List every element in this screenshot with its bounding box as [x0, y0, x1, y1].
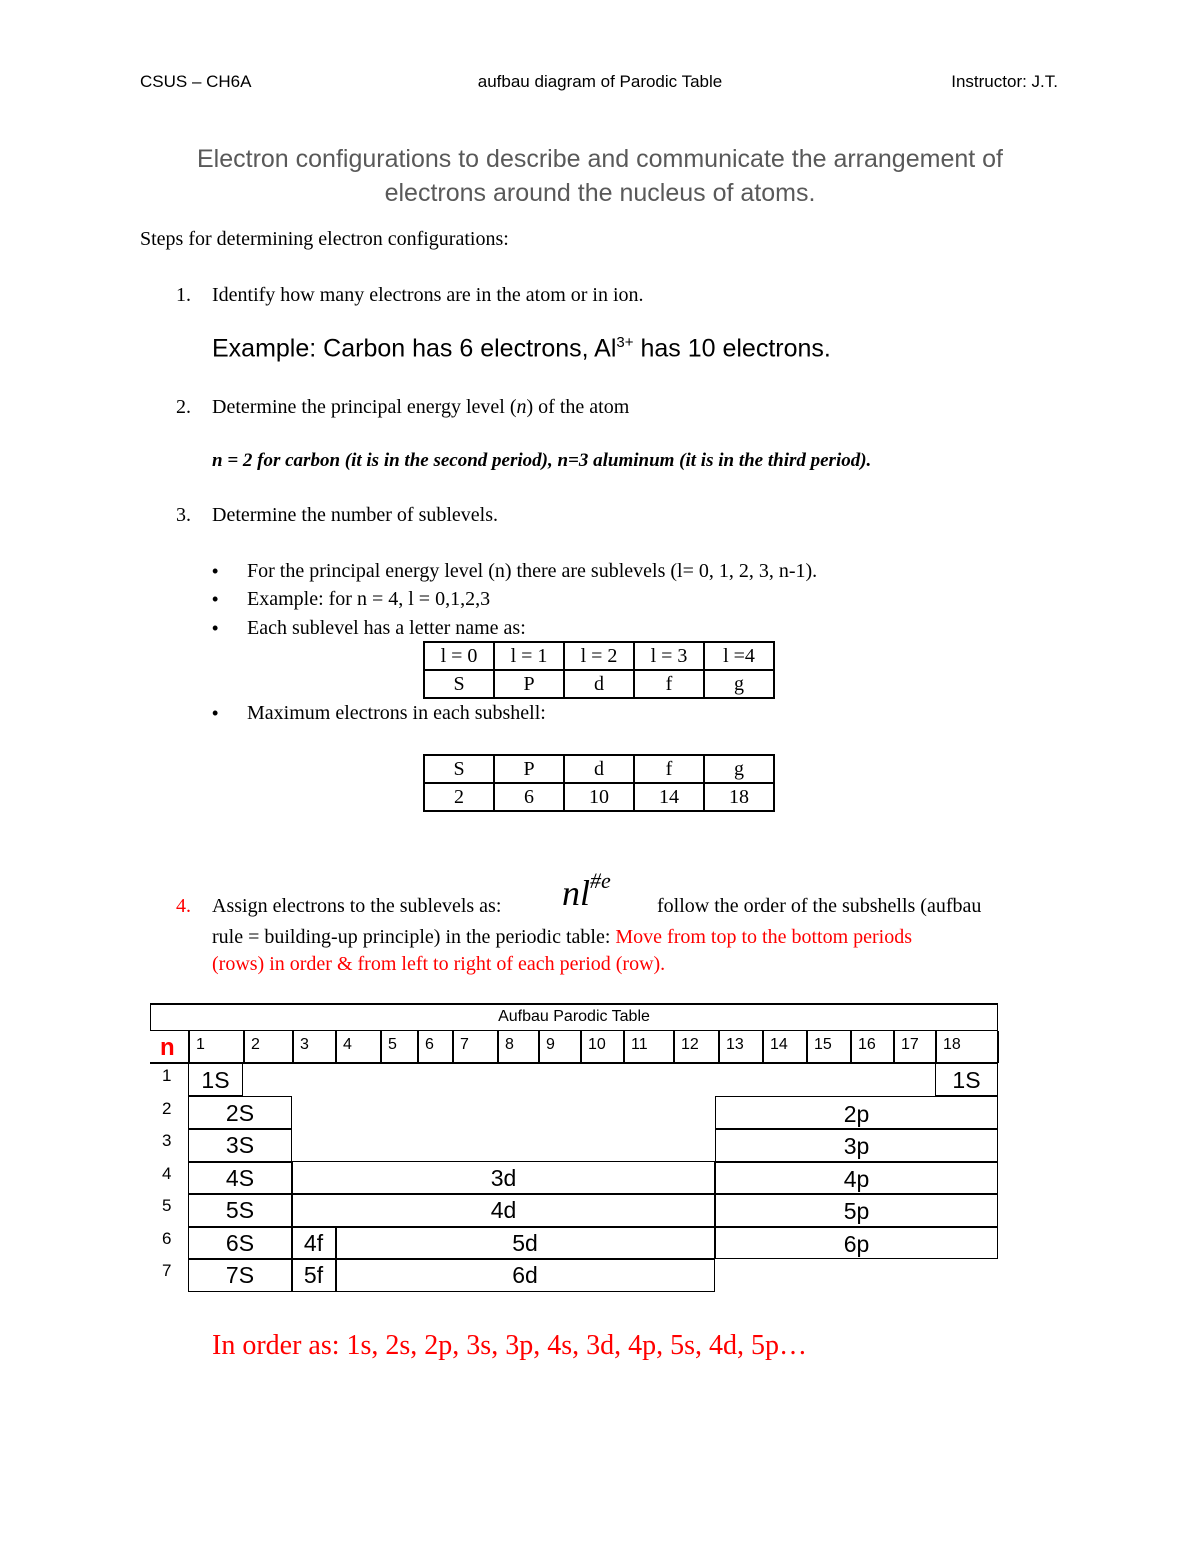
bullet-icon: • [212, 618, 219, 638]
title-line-1: Electron configurations to describe and communicate the arrangement of [196, 145, 1003, 173]
group-header-5: 5 [388, 1036, 397, 1053]
group-header-2: 2 [251, 1036, 260, 1053]
group-separator [997, 1031, 999, 1063]
table-cell: 10 [564, 783, 634, 811]
group-separator [718, 1031, 720, 1063]
group-header-10: 10 [588, 1036, 606, 1053]
page-title [100, 142, 1100, 210]
table-cell: 6 [494, 783, 564, 811]
group-separator [623, 1031, 625, 1063]
d-block-5-label: 5d [512, 1230, 538, 1256]
group-separator [893, 1031, 895, 1063]
table-row [424, 642, 774, 670]
group-header-17: 17 [901, 1036, 919, 1053]
example-text-a: Example: Carbon has 6 electrons, Al [212, 334, 617, 363]
table-cell: l = 3 [634, 642, 704, 670]
steps-heading: Steps for determining electron configurations: [140, 228, 509, 250]
header-title: aufbau diagram of Parodic Table [477, 72, 723, 91]
step-2-text [212, 396, 629, 419]
bullet-3-text: Each sublevel has a letter name as: [247, 617, 526, 639]
step-1-example [212, 334, 831, 363]
d-block-6-label: 6d [512, 1262, 538, 1288]
example-text-b: has 10 electrons. [633, 334, 831, 363]
period-label-2: 2 [162, 1099, 172, 1118]
group-separator [497, 1031, 499, 1063]
group-header-6: 6 [425, 1036, 434, 1053]
table-row [424, 755, 774, 783]
s-block-6-label: 6S [225, 1230, 255, 1256]
s-block-1-label: 1S [201, 1067, 230, 1093]
nl-formula [562, 868, 611, 914]
group-header-8: 8 [505, 1036, 514, 1053]
example-superscript: 3+ [616, 334, 634, 351]
p-block-4-label: 4p [843, 1166, 870, 1192]
group-separator [188, 1031, 190, 1063]
bullet-icon: • [212, 703, 219, 723]
table-cell: l = 1 [494, 642, 564, 670]
group-separator [380, 1031, 382, 1063]
table-cell: 14 [634, 783, 704, 811]
bullet-icon: • [212, 561, 219, 581]
table-cell: l =4 [704, 642, 774, 670]
d-block-3-label: 3d [490, 1165, 517, 1191]
group-header-14: 14 [770, 1036, 788, 1053]
f-block-4-label: 4f [303, 1230, 324, 1256]
sublevel-table [423, 641, 775, 699]
step-4-line-3: (rows) in order & from left to right of each period (row). [212, 953, 666, 975]
title-line-2: electrons around the nucleus of atoms. [384, 179, 816, 207]
group-separator [762, 1031, 764, 1063]
group-separator [243, 1031, 245, 1063]
group-separator [538, 1031, 540, 1063]
table-row [424, 783, 774, 811]
table-cell: g [704, 670, 774, 698]
group-header-4: 4 [343, 1036, 352, 1053]
step-1-text: Identify how many electrons are in the atom or in ion. [212, 284, 644, 306]
step-2-n: n [516, 396, 527, 418]
period-label-5: 5 [162, 1196, 172, 1215]
header-course: CSUS – CH6A [140, 72, 252, 91]
p-divider [715, 1226, 998, 1228]
table-cell: P [494, 670, 564, 698]
step-2-text-a: Determine the principal energy level ( [212, 396, 517, 418]
aufbau-caption: Aufbau Parodic Table [498, 1008, 650, 1025]
step-1-number: 1. [176, 284, 191, 306]
p-block-6-label: 6p [843, 1231, 870, 1257]
table-cell: d [564, 670, 634, 698]
table-cell: P [494, 755, 564, 783]
table-cell: l = 0 [424, 642, 494, 670]
group-separator [292, 1031, 294, 1063]
period-label-7: 7 [162, 1261, 172, 1280]
step-4-line-2-red: Move from top to the bottom periods [615, 926, 913, 948]
step-2-number: 2. [176, 396, 191, 418]
group-header-18: 18 [943, 1036, 961, 1053]
group-header-15: 15 [814, 1036, 832, 1053]
step-2-example: n = 2 for carbon (it is in the second period), n=3 aluminum (it is in the third period). [212, 450, 872, 471]
group-header-11: 11 [631, 1036, 648, 1053]
table-cell: S [424, 755, 494, 783]
p-block-5-label: 5p [843, 1198, 870, 1224]
f-block-5-label: 5f [303, 1262, 324, 1288]
s-block-7-label: 7S [225, 1262, 255, 1288]
group-separator [417, 1031, 419, 1063]
step-4-line-2-black: rule = building-up principle) in the periodic table: [212, 926, 611, 948]
period-label-6: 6 [162, 1229, 172, 1248]
step-4-line-2 [212, 926, 912, 949]
period-label-4: 4 [162, 1164, 172, 1183]
formula-base: nl [562, 873, 591, 913]
s-block-5-label: 5S [225, 1197, 255, 1223]
group-header-7: 7 [460, 1036, 469, 1053]
max-electrons-table [423, 754, 775, 812]
group-header-1: 1 [196, 1036, 205, 1053]
table-cell: 18 [704, 783, 774, 811]
p-block-3-label: 3p [843, 1133, 870, 1159]
group-separator [806, 1031, 808, 1063]
step-3-text: Determine the number of sublevels. [212, 504, 499, 526]
bullet-4-text: Maximum electrons in each subshell: [247, 702, 546, 724]
p-block-2-label: 2p [843, 1101, 870, 1127]
step-2-text-b: ) of the atom [526, 396, 630, 418]
step-3-number: 3. [176, 504, 191, 526]
s-block-1-right-label: 1S [952, 1067, 981, 1093]
step-4-text-a: Assign electrons to the sublevels as: [212, 895, 502, 917]
header-instructor: Instructor: J.T. [951, 72, 1058, 91]
d-block-4-label: 4d [490, 1197, 517, 1223]
s-block-2-label: 2S [225, 1100, 255, 1126]
bullet-1-text: For the principal energy level (n) there are sublevels (l= 0, 1, 2, 3, n-1). [247, 560, 818, 582]
table-cell: d [564, 755, 634, 783]
group-separator [673, 1031, 675, 1063]
group-header-13: 13 [726, 1036, 744, 1053]
group-separator [850, 1031, 852, 1063]
header-row-divider [150, 1062, 998, 1064]
table-cell: g [704, 755, 774, 783]
aufbau-order: In order as: 1s, 2s, 2p, 3s, 3p, 4s, 3d, 4p, 5s, 4d, 5p… [212, 1330, 807, 1361]
table-cell: l = 2 [564, 642, 634, 670]
group-header-12: 12 [681, 1036, 699, 1053]
bullet-icon: • [212, 589, 219, 609]
table-row [424, 670, 774, 698]
step-4-text-b: follow the order of the subshells (aufbau [657, 895, 982, 917]
bullet-2-text: Example: for n = 4, l = 0,1,2,3 [247, 588, 491, 610]
s-block-3-label: 3S [225, 1132, 255, 1158]
group-separator [452, 1031, 454, 1063]
table-cell: S [424, 670, 494, 698]
group-separator [335, 1031, 337, 1063]
group-header-3: 3 [300, 1036, 309, 1053]
group-header-16: 16 [858, 1036, 876, 1053]
period-label-1: 1 [162, 1066, 172, 1085]
group-header-9: 9 [546, 1036, 555, 1053]
p-divider [715, 1161, 998, 1163]
group-separator [935, 1031, 937, 1063]
step-4-number: 4. [176, 895, 191, 917]
group-separator [580, 1031, 582, 1063]
period-label-3: 3 [162, 1131, 172, 1150]
formula-superscript: #e [590, 868, 611, 893]
table-cell: f [634, 755, 704, 783]
table-cell: 2 [424, 783, 494, 811]
s-block-4-label: 4S [225, 1165, 255, 1191]
n-label: n [160, 1034, 175, 1061]
table-cell: f [634, 670, 704, 698]
